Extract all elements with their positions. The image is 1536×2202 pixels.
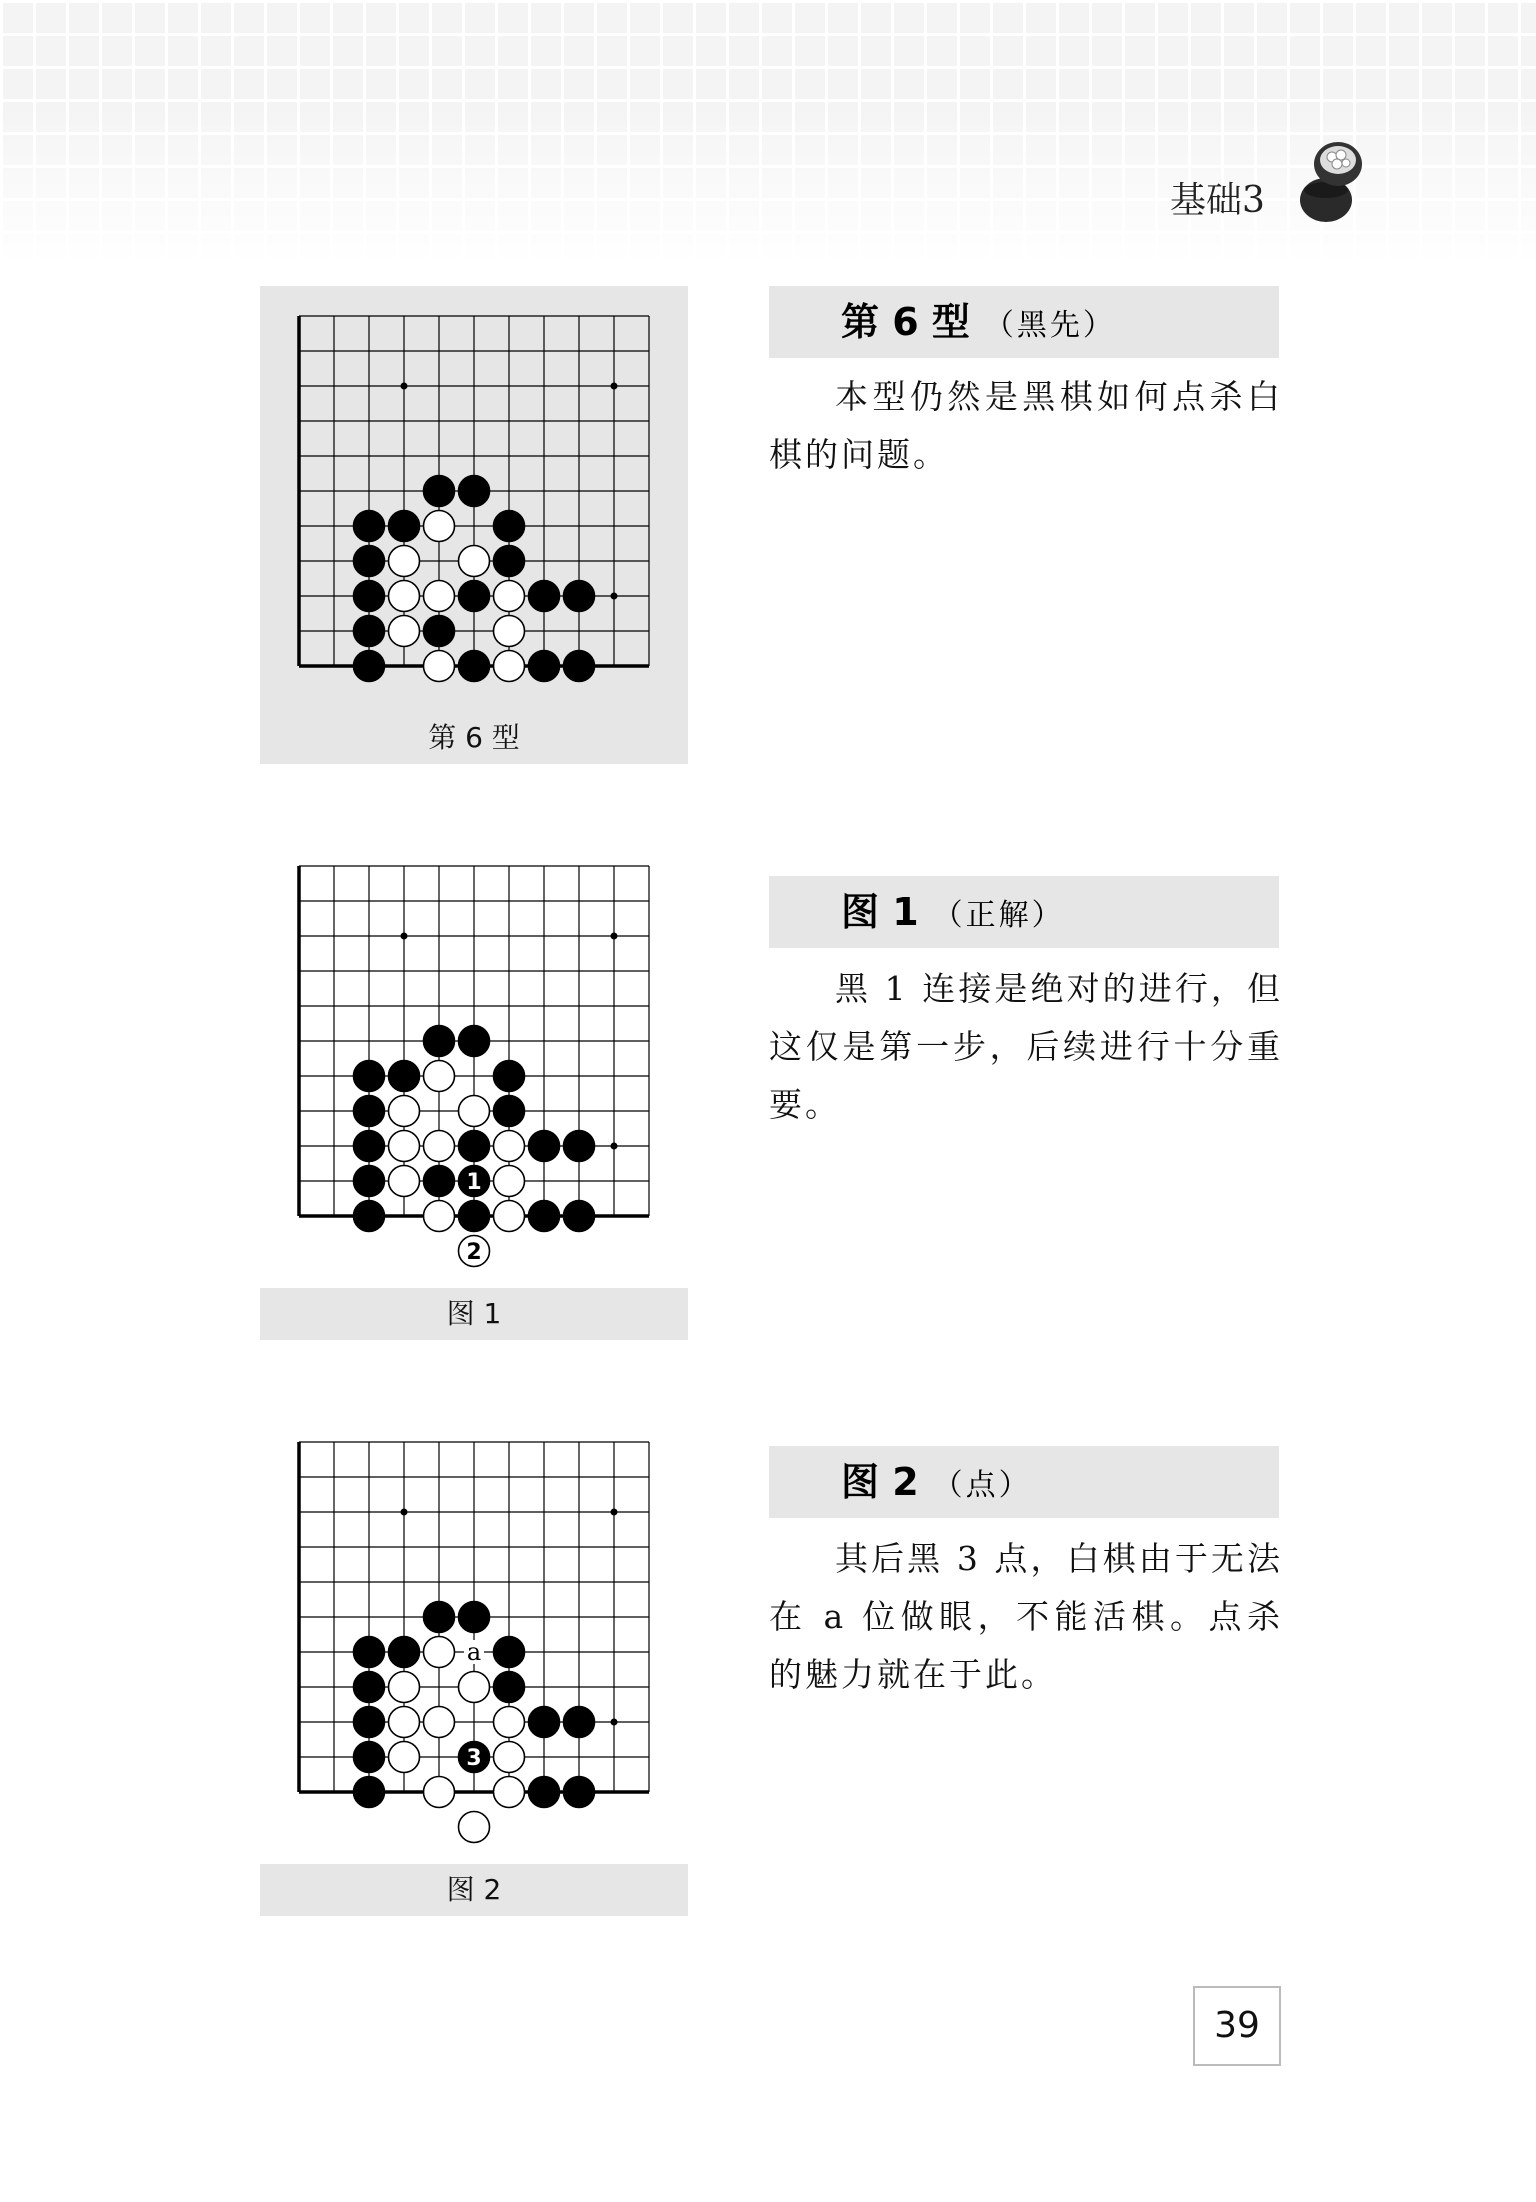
black-stone: [494, 1672, 525, 1703]
black-stone: [424, 616, 455, 647]
black-stone: [389, 1637, 420, 1668]
black-stone: [424, 1602, 455, 1633]
black-stone: [354, 1777, 385, 1808]
star-point: [611, 1509, 618, 1516]
white-stone: [424, 1201, 455, 1232]
black-stone: [459, 476, 490, 507]
star-point: [611, 1143, 618, 1150]
black-stone: [494, 1637, 525, 1668]
black-stone: [354, 1672, 385, 1703]
move-number: 3: [466, 1746, 482, 1771]
white-stone: [389, 581, 420, 612]
white-stone: [424, 1061, 455, 1092]
white-stone: [459, 1812, 490, 1843]
black-stone: [354, 511, 385, 542]
black-stone: [389, 511, 420, 542]
black-stone: [354, 1131, 385, 1162]
figure2-board: [283, 1426, 673, 1816]
white-stone: [494, 1707, 525, 1738]
black-stone: [529, 581, 560, 612]
white-stone: [459, 546, 490, 577]
white-stone: [424, 651, 455, 682]
figure1-heading: 图 1 （正解）: [841, 890, 1065, 934]
figure1-board: [283, 850, 673, 1265]
black-stone: [354, 1742, 385, 1773]
white-stone: [424, 1637, 455, 1668]
move-number: 1: [466, 1170, 482, 1195]
black-stone: [354, 1201, 385, 1232]
white-stone: [424, 1777, 455, 1808]
black-stone: [354, 1166, 385, 1197]
black-stone: [424, 1166, 455, 1197]
figure1-heading-note: （正解）: [932, 898, 1065, 933]
black-stone: [564, 1777, 595, 1808]
black-stone: [354, 1707, 385, 1738]
white-stone: [494, 1742, 525, 1773]
black-stone: [564, 651, 595, 682]
black-stone: [354, 1061, 385, 1092]
white-stone: [494, 616, 525, 647]
star-point: [611, 933, 618, 940]
white-stone: [494, 1131, 525, 1162]
figure2-caption: 图 2: [260, 1864, 688, 1916]
white-stone: [494, 1777, 525, 1808]
black-stone: [354, 581, 385, 612]
black-stone: [529, 1201, 560, 1232]
white-stone: [424, 1707, 455, 1738]
black-stone: [459, 651, 490, 682]
black-stone: [564, 1131, 595, 1162]
black-stone: [459, 581, 490, 612]
move-number: 2: [466, 1240, 482, 1265]
black-stone: [354, 1637, 385, 1668]
black-stone: [564, 581, 595, 612]
black-stone: [459, 1201, 490, 1232]
problem6-heading: 第 6 型 （黑先）: [841, 300, 1116, 344]
star-point: [401, 1509, 408, 1516]
section-title: 基础3: [1170, 180, 1265, 221]
black-stone: [564, 1201, 595, 1232]
white-stone: [459, 1096, 490, 1127]
white-stone: [424, 1131, 455, 1162]
figure2-heading: 图 2 （点）: [841, 1460, 1032, 1504]
figure2-heading-bar: [769, 1446, 1279, 1518]
go-bowl-icon: [1288, 138, 1370, 228]
black-stone: [389, 1061, 420, 1092]
black-stone: [459, 1026, 490, 1057]
figure1-text: 黑 1 连接是绝对的进行，但这仅是第一步，后续进行十分重要。: [769, 969, 1283, 1124]
white-stone: [459, 1672, 490, 1703]
black-stone: [529, 1777, 560, 1808]
problem6-heading-bar: [769, 286, 1279, 358]
black-stone: [354, 1096, 385, 1127]
white-stone: [389, 1707, 420, 1738]
black-stone: [354, 546, 385, 577]
problem6-heading-note: （黑先）: [983, 308, 1116, 343]
problem6-board: [283, 300, 673, 690]
black-stone: [354, 616, 385, 647]
black-stone: [529, 1131, 560, 1162]
black-stone: [424, 476, 455, 507]
black-stone: [494, 1096, 525, 1127]
black-stone: [459, 1131, 490, 1162]
black-stone: [529, 651, 560, 682]
white-stone: [389, 1096, 420, 1127]
black-stone: [354, 651, 385, 682]
star-point: [401, 383, 408, 390]
black-stone: [529, 1707, 560, 1738]
white-stone: [389, 1166, 420, 1197]
problem6-text: 本型仍然是黑棋如何点杀白棋的问题。: [769, 377, 1283, 474]
black-stone: [564, 1707, 595, 1738]
white-stone: [494, 1166, 525, 1197]
figure1-caption: 图 1: [260, 1288, 688, 1340]
page-number: 39: [1193, 1986, 1281, 2066]
white-stone: [389, 546, 420, 577]
black-stone: [494, 511, 525, 542]
star-point: [611, 383, 618, 390]
figure2-heading-note: （点）: [932, 1468, 1032, 1503]
white-stone: [389, 1131, 420, 1162]
white-stone: [494, 581, 525, 612]
problem6-caption: 第 6 型: [428, 721, 520, 754]
black-stone: [494, 546, 525, 577]
black-stone: [494, 1061, 525, 1092]
figure1-heading-bar: [769, 876, 1279, 948]
white-stone: [494, 1201, 525, 1232]
figure2-text: 其后黑 3 点，白棋由于无法在 a 位做眼，不能活棋。点杀的魅力就在于此。: [769, 1539, 1283, 1694]
white-stone: [389, 1742, 420, 1773]
white-stone: [494, 651, 525, 682]
star-point: [611, 1719, 618, 1726]
white-stone: [389, 1672, 420, 1703]
white-stone: [424, 581, 455, 612]
white-stone: [424, 511, 455, 542]
star-point: [611, 593, 618, 600]
black-stone: [459, 1602, 490, 1633]
star-point: [401, 933, 408, 940]
black-stone: [424, 1026, 455, 1057]
point-label: a: [466, 1638, 482, 1666]
white-stone: [389, 616, 420, 647]
